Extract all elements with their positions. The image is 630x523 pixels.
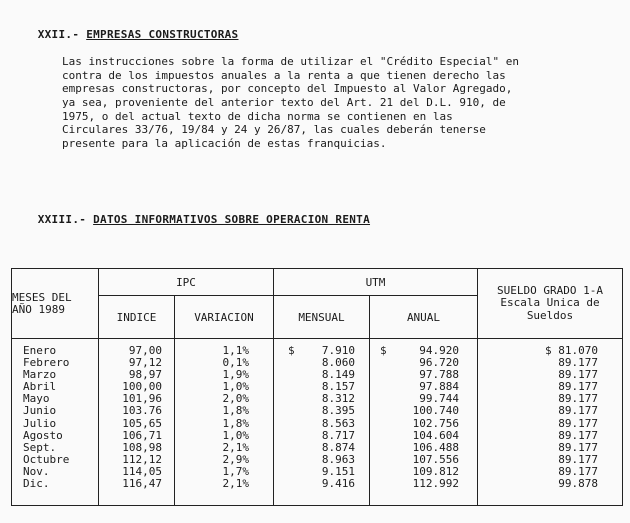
anual-cell: 109.812	[412, 464, 459, 478]
table-header-row	[12, 269, 623, 296]
sueldo-cell: 89.177	[558, 428, 598, 442]
indice-column	[99, 339, 175, 506]
mensual-cell: 7.910	[321, 344, 355, 357]
paragraph-line: 1975, o del actual texto de dicha norma se contienen en las	[62, 109, 453, 123]
paragraph-line: presente para la aplicación de estas franquicias.	[62, 137, 387, 151]
indice-cell: 97,12	[128, 356, 162, 370]
indice-header: INDICE	[99, 296, 175, 339]
section-title: DATOS INFORMATIVOS SOBRE OPERACION RENTA	[93, 213, 371, 226]
section-number: XXII.-	[37, 28, 80, 41]
variacion-cell: 1,0%	[222, 428, 249, 442]
sueldo-cell: 89.177	[558, 368, 598, 382]
mensual-cell: 8.395	[321, 404, 355, 418]
utm-header: UTM	[274, 269, 478, 296]
variacion-header: VARIACION	[175, 296, 274, 339]
sueldo-cell: 89.177	[558, 392, 598, 406]
section-xxii-paragraph	[62, 55, 622, 151]
ipc-header: IPC	[99, 269, 274, 296]
sueldo-header: SUELDO GRADO 1-A Escala Unica de Sueldos	[478, 269, 623, 339]
paragraph-line: contra de los impuestos anuales a la renta a que tienen derecho las	[62, 68, 506, 82]
month-cell: Febrero	[23, 356, 70, 370]
indice-cell: 97,00	[128, 344, 162, 357]
sueldo-cell: 89.177	[558, 404, 598, 418]
month-cell: Marzo	[23, 368, 57, 382]
months-column	[12, 339, 99, 506]
variacion-cell: 2,1%	[222, 440, 249, 454]
variacion-cell: 1,9%	[222, 368, 249, 382]
month-cell: Abril	[23, 380, 57, 394]
currency-symbol: $	[380, 344, 387, 357]
month-cell: Nov.	[23, 464, 50, 478]
month-cell: Mayo	[23, 392, 50, 406]
month-cell: Julio	[23, 416, 57, 430]
sueldo-cell: 99.878	[558, 477, 598, 491]
mensual-cell: 8.874	[321, 440, 355, 454]
anual-cell: 94.920	[419, 344, 459, 357]
indice-cell: 98,97	[128, 368, 162, 382]
mensual-column	[274, 339, 370, 506]
mensual-cell: 8.060	[321, 356, 355, 370]
paragraph-line: ya sea, proveniente del anterior texto del Art. 21 del D.L. 910, de	[62, 96, 506, 110]
variacion-cell: 0,1%	[222, 356, 249, 370]
sueldo-cell: 89.177	[558, 380, 598, 394]
anual-cell: 97.884	[419, 380, 459, 394]
indice-cell: 116,47	[122, 477, 162, 491]
anual-cell: 102.756	[412, 416, 459, 430]
anual-cell: 112.992	[412, 477, 459, 491]
indice-cell: 114,05	[122, 464, 162, 478]
anual-cell: 104.604	[412, 428, 459, 442]
indice-cell: 106,71	[122, 428, 162, 442]
mensual-cell: 8.149	[321, 368, 355, 382]
anual-cell: 100.740	[412, 404, 459, 418]
paragraph-line: Circulares 33/76, 19/84 y 24 y 26/87, las cuales deberán tenerse	[62, 123, 486, 137]
sueldo-cell: 89.177	[558, 440, 598, 454]
mensual-cell: 8.963	[321, 452, 355, 466]
variacion-cell: 1,1%	[222, 344, 249, 357]
anual-cell: 96.720	[419, 356, 459, 370]
section-xxiii-heading	[10, 200, 370, 239]
sueldo-cell: $ 81.070	[545, 344, 598, 357]
anual-cell: 107.556	[412, 452, 459, 466]
month-cell: Junio	[23, 404, 57, 418]
mensual-cell: 8.312	[321, 392, 355, 406]
sueldo-cell: 89.177	[558, 416, 598, 430]
mensual-cell: 8.717	[321, 428, 355, 442]
sueldo-cell: 89.177	[558, 356, 598, 370]
variacion-cell: 1,0%	[222, 380, 249, 394]
sueldo-cell: 89.177	[558, 452, 598, 466]
mensual-cell: 9.151	[321, 464, 355, 478]
month-cell: Agosto	[23, 428, 63, 442]
sueldo-cell: 89.177	[558, 464, 598, 478]
month-cell: Sept.	[23, 440, 57, 454]
anual-column	[370, 339, 478, 506]
paragraph-line: Las instrucciones sobre la forma de utilizar el "Crédito Especial" en	[62, 55, 519, 68]
month-cell: Octubre	[23, 452, 70, 466]
variacion-cell: 2,1%	[222, 477, 249, 491]
anual-cell: 106.488	[412, 440, 459, 454]
variacion-cell: 2,0%	[222, 392, 249, 406]
variacion-column	[175, 339, 274, 506]
indice-cell: 112,12	[122, 452, 162, 466]
month-cell: Enero	[23, 344, 57, 357]
anual-header: ANUAL	[370, 296, 478, 339]
indice-cell: 108,98	[122, 440, 162, 454]
anual-cell: 99.744	[419, 392, 459, 406]
section-xxii-heading	[10, 15, 238, 54]
paragraph-line: empresas constructoras, por concepto del Impuesto al Valor Agregado,	[62, 82, 513, 96]
month-cell: Dic.	[23, 477, 50, 491]
currency-symbol: $	[288, 344, 295, 357]
section-title: EMPRESAS CONSTRUCTORAS	[86, 28, 239, 41]
months-header: MESES DEL AÑO 1989	[12, 269, 99, 339]
indice-cell: 100,00	[122, 380, 162, 394]
variacion-cell: 1,8%	[222, 404, 249, 418]
variacion-cell: 1,7%	[222, 464, 249, 478]
table-body-row	[12, 339, 623, 506]
variacion-cell: 2,9%	[222, 452, 249, 466]
indice-cell: 101,96	[122, 392, 162, 406]
sueldo-column	[478, 339, 623, 506]
section-number: XXIII.-	[37, 213, 87, 226]
variacion-cell: 1,8%	[222, 416, 249, 430]
indice-cell: 105,65	[122, 416, 162, 430]
anual-cell: 97.788	[419, 368, 459, 382]
mensual-cell: 8.563	[321, 416, 355, 430]
renta-data-table	[11, 268, 623, 506]
mensual-cell: 8.157	[321, 380, 355, 394]
mensual-cell: 9.416	[321, 477, 355, 491]
indice-cell: 103.76	[122, 404, 162, 418]
mensual-header: MENSUAL	[274, 296, 370, 339]
